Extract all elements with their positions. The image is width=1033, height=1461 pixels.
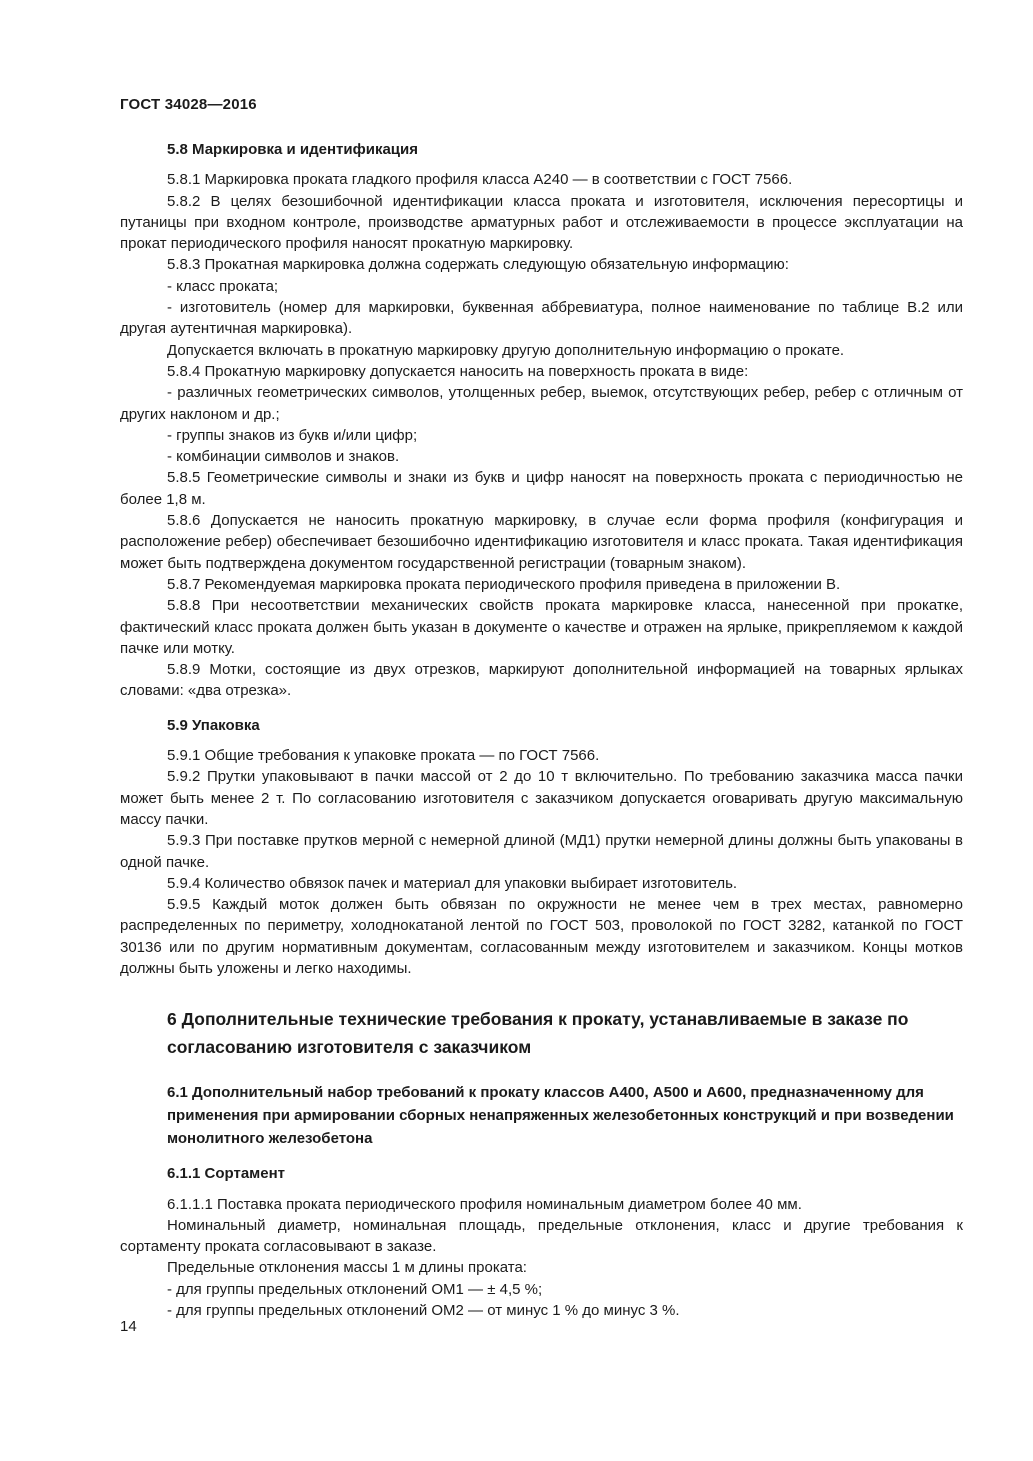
section-heading: 5.9 Упаковка <box>167 716 260 734</box>
document-body <box>120 139 963 1321</box>
paragraph: - для группы предельных отклонений ОМ1 — ± 4,5 %; <box>167 1280 543 1298</box>
paragraph: 5.8.4 Прокатную маркировку допускается наносить на поверхность проката в виде: <box>167 362 749 380</box>
paragraph: Допускается включать в прокатную маркировку другую дополнительную информацию о прокате. <box>167 341 845 359</box>
section-heading: 5.8 Маркировка и идентификация <box>167 141 418 158</box>
page-number: 14 <box>120 1318 137 1335</box>
paragraph: 5.9.1 Общие требования к упаковке проката — по ГОСТ 7566. <box>167 747 600 765</box>
paragraph: 5.9.5 Каждый моток должен быть обвязан по окружности не менее чем в трех местах, равномерно распределенных по периметру, холоднокатаной лентой по ГОСТ 503, проволокой по ГОСТ 3282, катанкой по ГОСТ 30136 или по другим нормативным документам, согласованным между изготовителем и заказчиком. Концы мотков должны быть уложены и легко находимы. <box>120 896 963 977</box>
section-heading: 6.1 Дополнительный набор требований к прокату классов А400, А500 и А600, предназначенному для применения при армировании сборных ненапряженных железобетонных конструкций и при возведении монолитного железобетона <box>167 1084 954 1148</box>
paragraph: - класс проката; <box>167 277 279 295</box>
paragraph: 5.8.8 При несоответствии механических свойств проката маркировке класса, нанесенной при прокатке, фактический класс проката должен быть указан в документе о качестве и отражен на ярлыке, прикрепляемом к каждой пачке или мотку. <box>120 597 963 657</box>
section-heading: 6 Дополнительные технические требования к прокату, устанавливаемые в заказе по согласованию изготовителя с заказчиком <box>167 1009 909 1058</box>
paragraph: 6.1.1.1 Поставка проката периодического профиля номинальным диаметром более 40 мм. <box>167 1195 802 1213</box>
paragraph: 5.9.3 При поставке прутков мерной с немерной длиной (МД1) прутки немерной длины должны быть упакованы в одной пачке. <box>120 832 963 871</box>
paragraph: Номинальный диаметр, номинальная площадь, предельные отклонения, класс и другие требования к сортаменту проката согласовывают в заказе. <box>120 1216 963 1256</box>
paragraph: Предельные отклонения массы 1 м длины проката: <box>167 1259 527 1277</box>
paragraph: 5.8.5 Геометрические символы и знаки из букв и цифр наносят на поверхность проката с периодичностью не более 1,8 м. <box>120 469 963 508</box>
paragraph: - группы знаков из букв и/или цифр; <box>167 426 418 444</box>
section-heading: 6.1.1 Сортамент <box>167 1165 286 1183</box>
paragraph: - различных геометрических символов, утолщенных ребер, выемок, отсутствующих ребер, ребер с отличным от других наклоном и др.; <box>120 384 963 423</box>
paragraph: - для группы предельных отклонений ОМ2 — от минус 1 % до минус 3 %. <box>167 1302 680 1320</box>
paragraph: - изготовитель (номер для маркировки, буквенная аббревиатура, полное наименование по таблице В.2 или другая аутентичная маркировка). <box>120 299 963 338</box>
paragraph: 5.9.2 Прутки упаковывают в пачки массой от 2 до 10 т включительно. По требованию заказчика масса пачки может быть менее 2 т. По согласованию изготовителя с заказчиком допускается оговаривать другую максимальную массу пачки. <box>120 768 963 828</box>
paragraph: 5.9.4 Количество обвязок пачек и материал для упаковки выбирает изготовитель. <box>167 874 738 892</box>
paragraph: 5.8.1 Маркировка проката гладкого профиля класса А240 — в соответствии с ГОСТ 7566. <box>167 171 793 189</box>
document-designation: ГОСТ 34028—2016 <box>120 96 257 113</box>
paragraph: 5.8.3 Прокатная маркировка должна содержать следующую обязательную информацию: <box>167 256 789 274</box>
paragraph: 5.8.2 В целях безошибочной идентификации класса проката и изготовителя, исключения пересортицы и путаницы при входном контроле, производстве арматурных работ и отслеживаемости в процессе эксплуатации на прокат периодического профиля наносят прокатную маркировку. <box>120 192 963 253</box>
paragraph: 5.8.7 Рекомендуемая маркировка проката периодического профиля приведена в приложении В. <box>167 575 841 593</box>
paragraph: 5.8.9 Мотки, состоящие из двух отрезков, маркируют дополнительной информацией на товарных ярлыках словами: «два отрезка». <box>120 661 963 700</box>
paragraph: - комбинации символов и знаков. <box>167 448 400 466</box>
paragraph: 5.8.6 Допускается не наносить прокатную маркировку, в случае если форма профиля (конфигурация и расположение ребер) обеспечивает безошибочно идентификацию изготовителя и класс проката. Такая идентификация может быть подтверждена документом государственной регистрации (товарным знаком). <box>120 512 963 572</box>
